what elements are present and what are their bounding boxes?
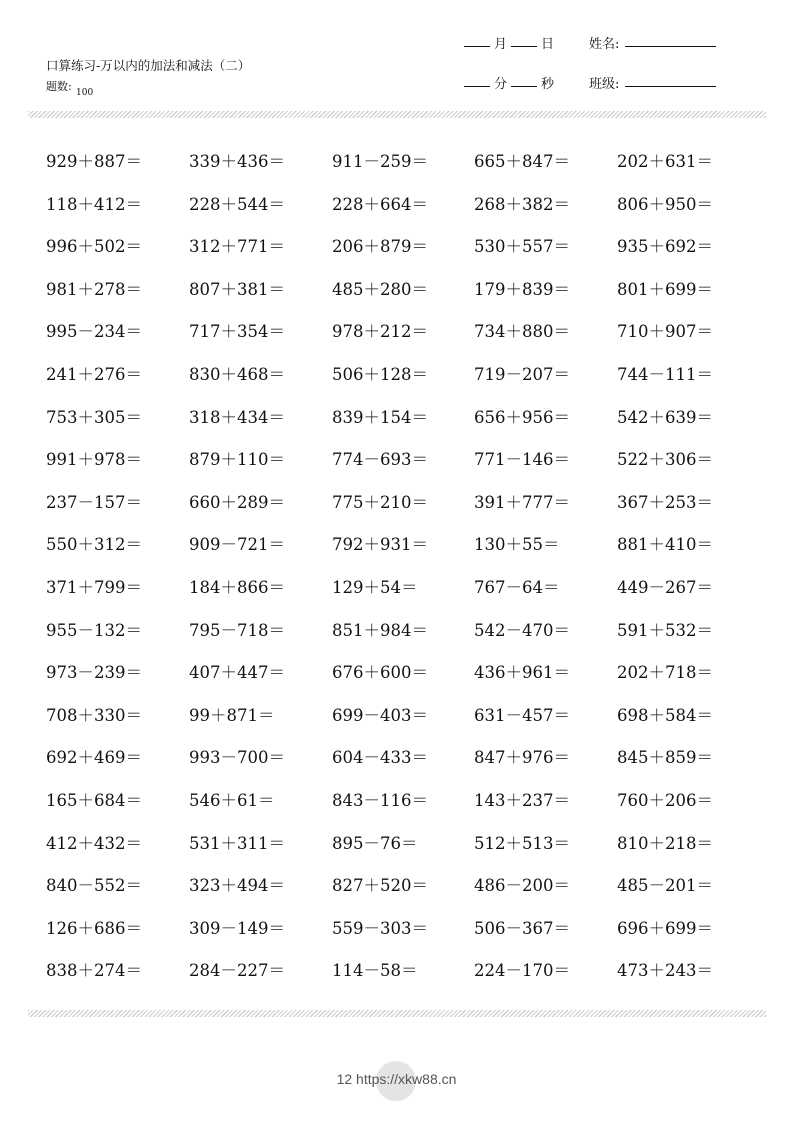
problem-item: 99＋871＝	[189, 705, 275, 725]
problem-item: 237－157＝	[46, 492, 142, 512]
problem-item: 542＋639＝	[617, 407, 713, 427]
problem-item: 473＋243＝	[617, 961, 713, 981]
problem-item: 676＋600＝	[332, 663, 428, 683]
problem-count-label: 题数:	[46, 80, 72, 93]
problem-item: 512＋513＝	[474, 833, 570, 853]
problem-item: 879＋110＝	[189, 450, 285, 470]
problem-item: 744－111＝	[617, 365, 713, 384]
problem-item: 485＋280＝	[332, 279, 428, 299]
problem-item: 530＋557＝	[474, 237, 570, 257]
problem-item: 843－116＝	[332, 791, 428, 810]
problem-item: 660＋289＝	[189, 492, 285, 512]
problem-item: 143＋237＝	[474, 791, 570, 810]
problem-item: 978＋212＝	[332, 322, 428, 342]
problem-item: 604－433＝	[332, 748, 428, 768]
problem-item: 184＋866＝	[189, 578, 285, 597]
problem-item: 486－200＝	[474, 876, 570, 896]
problem-item: 550＋312＝	[46, 535, 142, 555]
problem-item: 531＋311＝	[189, 833, 285, 853]
problem-item: 407＋447＝	[189, 663, 285, 683]
problem-item: 801＋699＝	[617, 279, 713, 299]
problem-item: 228＋544＝	[189, 194, 285, 214]
problem-item: 996＋502＝	[46, 237, 142, 257]
problem-item: 911－259＝	[332, 152, 428, 171]
problem-item: 412＋432＝	[46, 833, 142, 853]
problem-item: 542－470＝	[474, 620, 570, 640]
problem-item: 202＋718＝	[617, 663, 713, 683]
worksheet-title: 口算练习-万以内的加法和减法（二）	[46, 58, 251, 73]
problem-item: 973－239＝	[46, 663, 142, 683]
problem-item: 391＋777＝	[474, 492, 570, 512]
problem-item: 845＋859＝	[617, 748, 713, 768]
problem-item: 795－718＝	[189, 620, 285, 640]
problem-item: 839＋154＝	[332, 407, 428, 427]
problem-item: 760＋206＝	[617, 791, 713, 810]
name-label: 姓名:	[589, 37, 620, 52]
problem-item: 838＋274＝	[46, 961, 142, 981]
problem-item: 698＋584＝	[617, 705, 713, 725]
problem-item: 284－227＝	[189, 961, 285, 981]
day-label: 日	[541, 37, 555, 52]
problem-count-value: 100	[76, 88, 94, 98]
problem-item: 241＋276＝	[46, 365, 142, 384]
problem-item: 268＋382＝	[474, 194, 570, 214]
footer-page-url: 12 https://xkw88.cn	[336, 1071, 457, 1087]
problem-item: 522＋306＝	[617, 450, 713, 470]
problem-item: 224－170＝	[474, 961, 570, 981]
problem-item: 775＋210＝	[332, 492, 428, 512]
problem-item: 312＋771＝	[189, 237, 285, 257]
problem-item: 449－267＝	[617, 578, 713, 597]
problem-item: 202＋631＝	[617, 152, 713, 171]
problem-item: 929＋887＝	[46, 152, 142, 171]
problem-item: 309－149＝	[189, 918, 285, 938]
problem-item: 546＋61＝	[189, 791, 275, 810]
problem-item: 847＋976＝	[474, 748, 570, 768]
problem-item: 734＋880＝	[474, 322, 570, 342]
problem-item: 708＋330＝	[46, 705, 142, 725]
problem-item: 506＋128＝	[332, 365, 428, 384]
problem-item: 118＋412＝	[46, 194, 142, 214]
problem-item: 881＋410＝	[617, 535, 713, 555]
problem-item: 367＋253＝	[617, 492, 713, 512]
problem-item: 753＋305＝	[46, 407, 142, 427]
problem-item: 114－58＝	[332, 961, 418, 981]
second-label: 秒	[541, 77, 555, 92]
month-label: 月	[494, 37, 508, 52]
problem-item: 485－201＝	[617, 876, 713, 896]
problem-item: 995－234＝	[46, 322, 142, 342]
problem-item: 771－146＝	[474, 450, 570, 470]
problem-item: 129＋54＝	[332, 578, 418, 597]
problem-item: 665＋847＝	[474, 152, 570, 171]
problem-item: 792＋931＝	[332, 535, 428, 555]
problem-item: 935＋692＝	[617, 237, 713, 257]
problem-item: 179＋839＝	[474, 279, 570, 299]
problem-item: 318＋434＝	[189, 407, 285, 427]
problem-item: 656＋956＝	[474, 407, 570, 427]
problem-item: 774－693＝	[332, 450, 428, 470]
problem-item: 692＋469＝	[46, 748, 142, 768]
problem-item: 371＋799＝	[46, 578, 142, 597]
problem-item: 323＋494＝	[189, 876, 285, 896]
problem-item: 767－64＝	[474, 578, 560, 597]
problem-item: 981＋278＝	[46, 279, 142, 299]
problem-item: 991＋978＝	[46, 450, 142, 470]
problem-item: 955－132＝	[46, 620, 142, 640]
minute-label: 分	[494, 77, 508, 92]
problem-item: 710＋907＝	[617, 322, 713, 342]
problem-item: 993－700＝	[189, 748, 285, 768]
problem-item: 206＋879＝	[332, 237, 428, 257]
problem-item: 895－76＝	[332, 833, 418, 853]
problem-item: 228＋664＝	[332, 194, 428, 214]
problem-item: 807＋381＝	[189, 279, 285, 299]
problem-item: 806＋950＝	[617, 194, 713, 214]
class-label: 班级:	[589, 77, 620, 92]
problem-item: 165＋684＝	[46, 791, 142, 810]
problem-item: 696＋699＝	[617, 918, 713, 938]
problem-item: 436＋961＝	[474, 663, 570, 683]
problem-item: 591＋532＝	[617, 620, 713, 640]
problem-item: 851＋984＝	[332, 620, 428, 640]
problem-item: 717＋354＝	[189, 322, 285, 342]
problem-item: 506－367＝	[474, 918, 570, 938]
problem-item: 830＋468＝	[189, 365, 285, 384]
problem-item: 559－303＝	[332, 918, 428, 938]
problem-item: 719－207＝	[474, 365, 570, 384]
problem-item: 840－552＝	[46, 876, 142, 896]
problem-item: 130＋55＝	[474, 535, 560, 555]
problem-item: 909－721＝	[189, 535, 285, 555]
problem-item: 810＋218＝	[617, 833, 713, 853]
problem-item: 339＋436＝	[189, 152, 285, 171]
problem-item: 631－457＝	[474, 705, 570, 725]
problem-item: 699－403＝	[332, 705, 428, 725]
problem-item: 126＋686＝	[46, 918, 142, 938]
problem-item: 827＋520＝	[332, 876, 428, 896]
